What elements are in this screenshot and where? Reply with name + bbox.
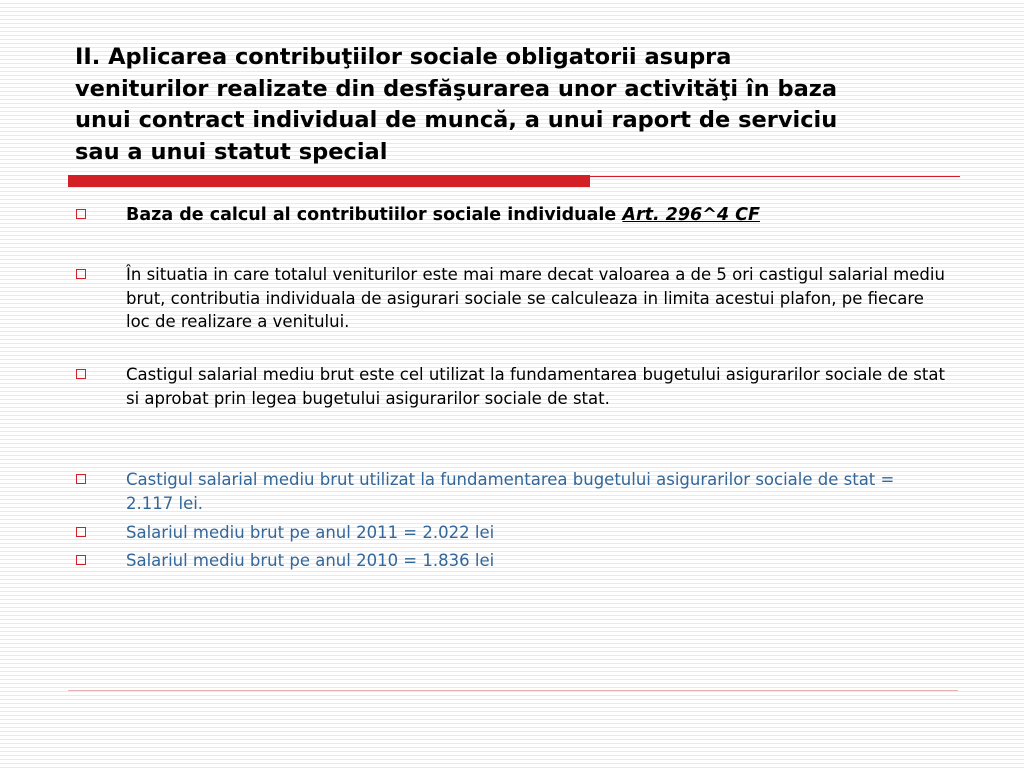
slide-title [75, 42, 975, 168]
list-item [126, 363, 946, 410]
highlight-text: Castigul salarial mediu brut utilizat la fundamentarea bugetului asigurarilor sociale de stat = 2.117 lei. [126, 470, 895, 513]
title-underline-line [590, 176, 960, 177]
highlight-text: Salariul mediu brut pe anul 2010 = 1.836 lei [126, 551, 495, 570]
title-line: sau a unui statut special [75, 138, 388, 165]
square-bullet-icon [76, 527, 86, 537]
paragraph-text: Castigul salarial mediu brut este cel utilizat la fundamentarea bugetului asigurarilor sociale de stat si aprobat prin legea bugetului asigurarilor sociale de stat. [126, 365, 945, 408]
title-underline-bar [68, 175, 590, 187]
square-bullet-icon [76, 369, 86, 379]
list-item-heading [126, 204, 946, 228]
square-bullet-icon [76, 555, 86, 565]
title-line: unui contract individual de muncă, a unui raport de serviciu [75, 107, 838, 133]
square-bullet-icon [76, 474, 86, 484]
list-item [126, 263, 946, 334]
square-bullet-icon [76, 209, 86, 219]
heading-text: Baza de calcul al contributiilor sociale individuale [126, 205, 623, 225]
list-item-highlight [126, 549, 946, 573]
article-reference: Art. 296^4 CF [622, 205, 760, 225]
title-line: II. Aplicarea contribuţiilor sociale obligatorii asupra [75, 44, 732, 70]
paragraph-text: În situatia in care totalul veniturilor este mai mare decat valoarea a de 5 ori castigul salarial mediu brut, contributia individuala de asigurari sociale se calculeaza in limita acestui plafon, pe fiecare loc de realizare a venitului. [126, 265, 945, 331]
highlight-text: Salariul mediu brut pe anul 2011 = 2.022 lei [126, 523, 495, 542]
footer-divider [68, 690, 958, 691]
list-item-highlight [126, 521, 946, 545]
square-bullet-icon [76, 269, 86, 279]
list-item-highlight [126, 468, 946, 515]
title-line: veniturilor realizate din desfăşurarea unor activităţi în baza [75, 75, 838, 102]
